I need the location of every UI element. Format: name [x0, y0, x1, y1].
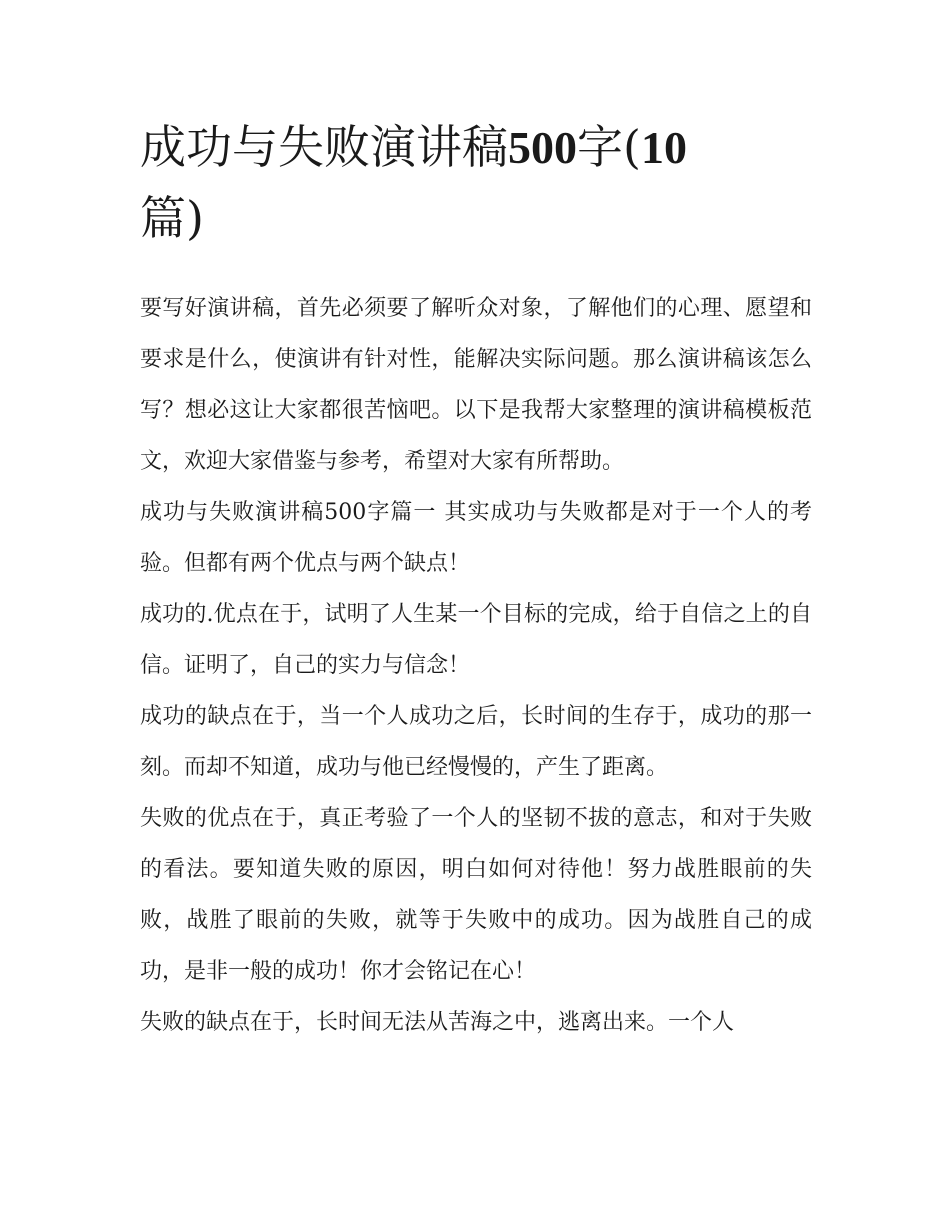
- intro-paragraph: 要写好演讲稿，首先必须要了解听众对象，了解他们的心理、愿望和要求是什么，使演讲有针对性，能解决实际问题。那么演讲稿该怎么写？想必这让大家都很苦恼吧。以下是我帮大家整理的演讲稿模板范文，欢迎大家借鉴与参考，希望对大家有所帮助。: [140, 296, 812, 474]
- body-paragraph-4: 失败的优点在于，真正考验了一个人的坚韧不拔的意志，和对于失败的看法。要知道失败的原因，明白如何对待他！努力战胜眼前的失败，战胜了眼前的失败，就等于失败中的成功。因为战胜自己的成功，是非一般的成功！你才会铭记在心！: [140, 806, 812, 984]
- title-prefix: 成功与失败演讲稿: [140, 120, 508, 174]
- title-mid: 字(: [577, 120, 641, 174]
- title-count: 10: [640, 122, 687, 173]
- title-number: 500: [508, 122, 577, 173]
- body-paragraph-1: 成功与失败演讲稿500字篇一 其实成功与失败都是对于一个人的考验。但都有两个优点与两个缺点！: [140, 500, 812, 576]
- document-page: [140, 112, 812, 1048]
- document-title: [140, 112, 812, 253]
- body-paragraph-3: 成功的缺点在于，当一个人成功之后，长时间的生存于，成功的那一刻。而却不知道，成功与他已经慢慢的，产生了距离。: [140, 704, 812, 780]
- title-suffix: 篇): [140, 191, 204, 245]
- body-paragraph-5: 失败的缺点在于，长时间无法从苦海之中，逃离出来。一个人: [140, 1010, 735, 1035]
- body-paragraph-2: 成功的.优点在于，试明了人生某一个目标的完成，给于自信之上的自信。证明了，自己的实力与信念！: [140, 602, 812, 678]
